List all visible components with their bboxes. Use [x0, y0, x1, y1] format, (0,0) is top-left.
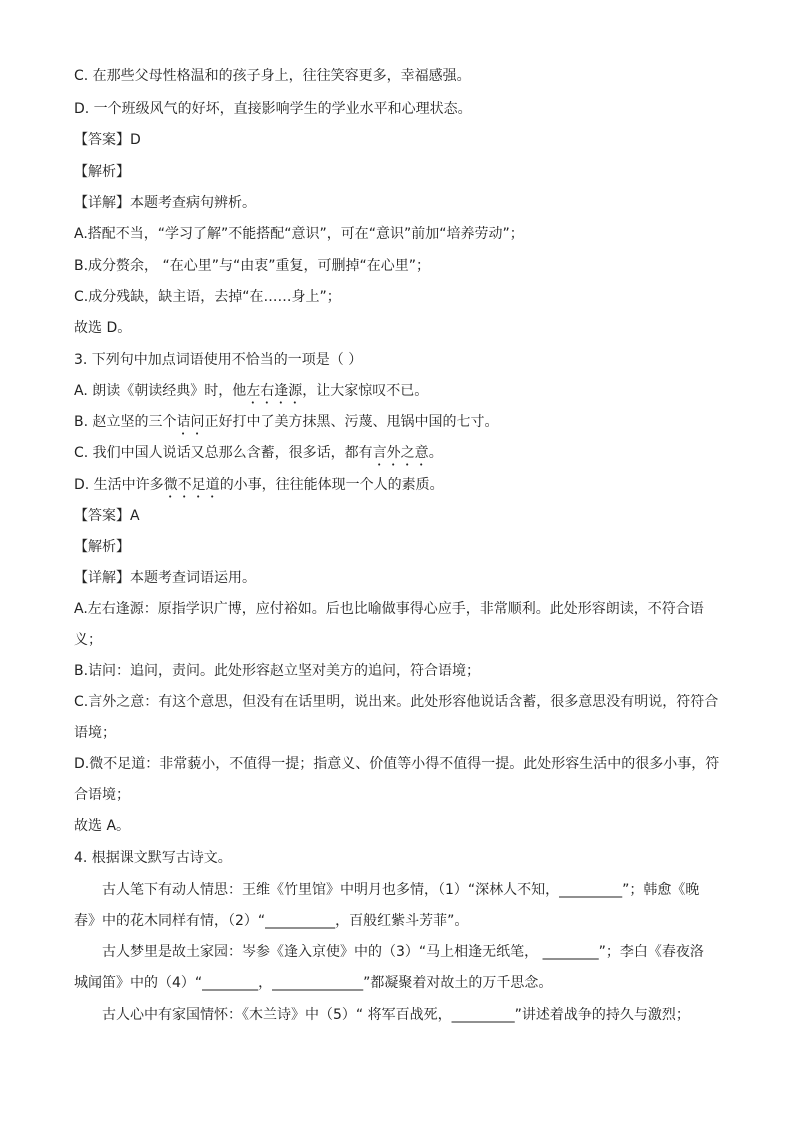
text-segment: 古人心中有家国情怀：《木兰诗》中（5）“ 将军百战死，_________”讲述着战争的持久与激烈；: [102, 1007, 690, 1023]
text-segment: 故选 A。: [74, 818, 131, 834]
text-segment: 的小事，往往能体现一个人的素质。: [219, 477, 444, 493]
text-line: [74, 99, 724, 119]
text-segment: B.成分赘余， “在心里”与“由衷”重复，可删掉“在心里”；: [74, 258, 431, 274]
text-segment: 【解析】: [74, 164, 130, 180]
text-line: [74, 287, 724, 307]
text-segment: 城闻笛》中的（4）“________，_____________”都凝聚着对故土的万千思念。: [74, 975, 553, 991]
text-line: [74, 318, 724, 338]
emphasized-term: 微不足道: [163, 477, 220, 493]
text-line: [74, 412, 724, 438]
text-segment: ，让大家惊叹不已。: [302, 383, 429, 399]
text-line: [74, 816, 724, 836]
text-line: [74, 848, 724, 868]
text-segment: 3. 下列句中加点词语使用不恰当的一项是（ ）: [74, 352, 363, 368]
text-line: [74, 973, 724, 993]
text-line: [74, 692, 724, 712]
text-segment: 【详解】本题考查病句辨析。: [74, 195, 256, 211]
text-line: [74, 911, 724, 931]
text-line: [74, 66, 724, 86]
text-segment: A. 朗读《朝读经典》时，他: [74, 383, 247, 399]
text-line: [74, 162, 724, 182]
text-segment: C. 在那些父母性格温和的孩子身上，往往笑容更多，幸福感强。: [74, 68, 471, 84]
text-line: [74, 599, 724, 619]
text-segment: D. 一个班级风气的好坏，直接影响学生的学业水平和心理状态。: [74, 101, 472, 117]
emphasized-term: 左右逢源: [246, 383, 303, 399]
text-line: [74, 630, 724, 650]
text-line: [74, 785, 724, 805]
text-line: [102, 1005, 724, 1025]
text-segment: 春》中的花木同样有情，（2）“__________，百般红紫斗芳菲”。: [74, 913, 469, 929]
text-line: [74, 381, 724, 407]
text-segment: D. 生活中许多: [74, 477, 164, 493]
text-line: [74, 130, 724, 150]
text-segment: 故选 D。: [74, 320, 132, 336]
text-line: [74, 224, 724, 244]
text-segment: C.成分残缺，缺主语，去掉“在……身上”；: [74, 289, 341, 305]
text-line: [74, 443, 724, 469]
text-segment: 语境；: [74, 725, 116, 741]
text-line: [74, 568, 724, 588]
text-segment: 【答案】D: [74, 132, 141, 148]
text-line: [74, 193, 724, 213]
text-segment: 【解析】: [74, 539, 130, 555]
text-segment: 合语境；: [74, 787, 130, 803]
text-line: [102, 942, 724, 962]
emphasized-term: 言外之意: [372, 445, 429, 461]
text-segment: 【详解】本题考查词语运用。: [74, 570, 256, 586]
text-line: [102, 880, 724, 900]
text-segment: C. 我们中国人说话又总那么含蓄，很多话，都有: [74, 445, 373, 461]
text-segment: 义；: [74, 632, 102, 648]
text-segment: 4. 根据课文默写古诗文。: [74, 850, 232, 866]
text-segment: 。: [428, 445, 443, 461]
text-line: [74, 350, 724, 370]
text-segment: 古人笔下有动人情思：王维《竹里馆》中明月也多情，（1）“深林人不知，_________”；韩愈《晚: [102, 882, 700, 898]
emphasized-term: 诘问: [176, 414, 205, 430]
text-segment: A.左右逢源：原指学识广博，应付裕如。后也比喻做事得心应手，非常顺利。此处形容朗读，不符合语: [74, 601, 704, 617]
text-line: [74, 661, 724, 681]
text-line: [74, 754, 724, 774]
text-segment: A.搭配不当，“学习了解”不能搭配“意识”，可在“意识”前加“培养劳动”；: [74, 226, 524, 242]
text-segment: B. 赵立坚的三个: [74, 414, 177, 430]
text-segment: B.诘问：追问，责问。此处形容赵立坚对美方的追问，符合语境；: [74, 663, 481, 679]
text-line: [74, 537, 724, 557]
text-segment: D.微不足道：非常藐小，不值得一提；指意义、价值等小得不值得一提。此处形容生活中的很多小事，符: [74, 756, 720, 772]
text-line: [74, 723, 724, 743]
text-line: [74, 256, 724, 276]
text-line: [74, 475, 724, 501]
text-segment: C.言外之意：有这个意思，但没有在话里明，说出来。此处形容他说话含蓄，很多意思没有明说，符符合: [74, 694, 719, 710]
text-segment: 正好打中了美方抹黑、污蔑、甩锅中国的七寸。: [204, 414, 499, 430]
text-segment: 古人梦里是故土家园：岑参《逢入京使》中的（3）“马上相逢无纸笔， ________”；李白《春夜洛: [102, 944, 704, 960]
text-segment: 【答案】A: [74, 508, 140, 524]
text-line: [74, 506, 724, 526]
